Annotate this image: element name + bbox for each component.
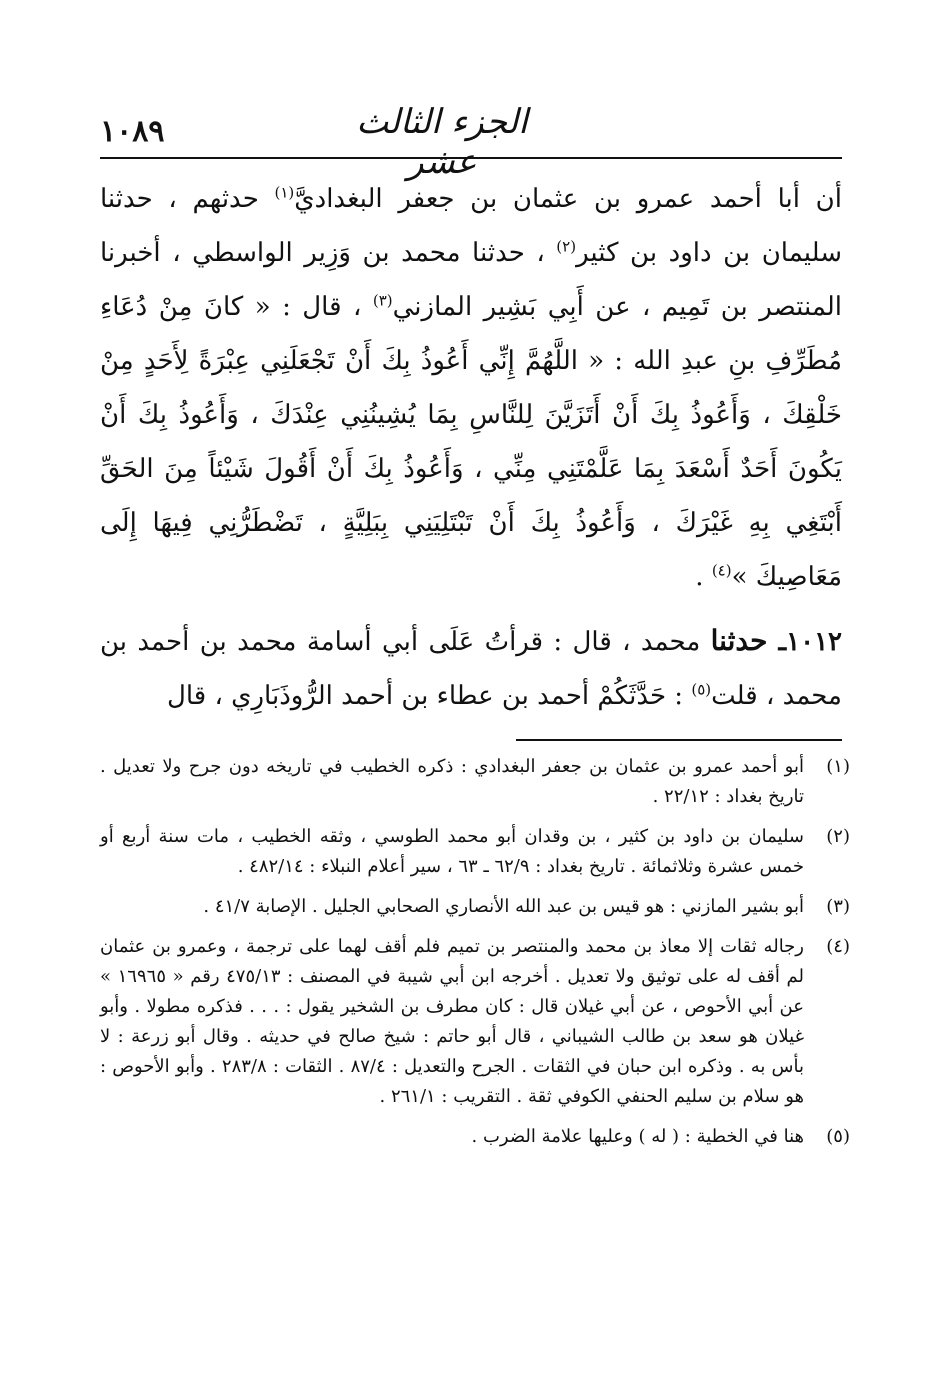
footnote-marker: (١): [826, 756, 850, 777]
footnote-text: رجاله ثقات إلا معاذ بن محمد والمنتصر بن تميم فلم أقف لهما على ترجمة ، وعمرو بن عثمان لم أقف له على توثيق ولا تعديل . أخرجه ابن أبي شيبة في المصنف : ٤٧٥/١٣ رقم « ١٦٩٦٥ » عن أبي الأحوص ، عن أبي غيلان قال : كان مطرف بن الشخير يقول : . . . فذكره مطولا . وأبو غيلان هو سعد بن طالب الشيباني ، قال أبو حاتم : شيخ صالح في حديثه . وقال أبو زرعة : لا بأس به . وذكره ابن حبان في الثقات . الجرح والتعديل : ٨٧/٤ . الثقات : ٢٨٣/٨ . وأبو الأحوص : هو سلام بن سليم الحنفي الكوفي ثقة . التقريب : ٢٦١/١ .: [100, 936, 804, 1107]
paragraph-2: [100, 614, 842, 723]
paragraph-1-part-4: ، قال : « كانَ مِنْ دُعَاءِ مُطَرِّفِ بنِ عبدِ الله : « اللَّهُمَّ إِنِّي أَعُوذُ بِكَ أَنْ تَجْعَلَنِي عِبْرَةً لِأَحَدٍ مِنْ خَلْقِكَ ، وَأَعُوذُ بِكَ أَنْ أَتَزَيَّنَ لِلنَّاسِ بِمَا يُشِينُنِي عِنْدَكَ ، وَأَعُوذُ بِكَ أَنْ يَكُونَ أَحَدٌ أَسْعَدَ بِمَا عَلَّمْتَنِي مِنِّي ، وَأَعُوذُ بِكَ أَنْ أَقُولَ شَيْئاً مِنَ الحَقِّ أَبْتَغِي بِهِ غَيْرَكَ ، وَأَعُوذُ بِكَ أَنْ تَبْتَلِيَنِي بِبَلِيَّةٍ ، تَضْطَرُّنِي فِيهَا إِلَى مَعَاصِيكَ »: [100, 292, 842, 592]
paragraph-1-part-1: أن أبا أحمد عمرو بن عثمان بن جعفر البغداديَّ: [294, 184, 842, 214]
paragraph-1: [100, 172, 842, 604]
footnote-marker: (٥): [826, 1126, 850, 1147]
footnote-ref-2: (٢): [556, 237, 577, 256]
paragraph-1-part-2: حدثهم ، حدثنا سليمان بن داود بن كثير: [100, 184, 842, 268]
footnote-marker: (٤): [826, 936, 850, 957]
footnote-text: أبو أحمد عمرو بن عثمان بن جعفر البغدادي : ذكره الخطيب في تاريخه دون جرح ولا تعديل . تاريخ بغداد : ٢٢/١٢ .: [100, 756, 804, 807]
paragraph-1-part-5: .: [695, 562, 712, 592]
footnote-2: [100, 822, 850, 882]
footnote-ref-3: (٣): [372, 291, 393, 310]
footnote-5: [100, 1122, 850, 1152]
footnote-text: أبو بشير المازني : هو قيس بن عبد الله الأنصاري الصحابي الجليل . الإصابة ٤١/٧ .: [203, 896, 804, 917]
footnote-ref-1: (١): [274, 183, 295, 202]
footnote-marker: (٢): [826, 826, 850, 847]
footnote-text: هنا في الخطية : ( له ) وعليها علامة الضرب .: [471, 1126, 804, 1147]
header-rule: [100, 157, 842, 159]
main-text: [100, 172, 842, 723]
paragraph-1-part-3: ، حدثنا محمد بن وَزِير الواسطي ، أخبرنا المنتصر بن تَمِيم ، عن أَبِي بَشِير المازني: [100, 238, 842, 322]
footnote-rule: [516, 739, 842, 741]
footnote-1: [100, 752, 850, 812]
footnote-4: [100, 932, 850, 1112]
footnote-3: [100, 892, 850, 922]
page-header: [100, 100, 842, 182]
running-title: الجزء الثالث عشر: [356, 102, 528, 182]
footnote-marker: (٣): [826, 896, 850, 917]
paragraph-2-part-2: : حَدَّثَكُمْ أحمد بن عطاء بن أحمد الرُّوذَبَارِي ، قال: [166, 681, 692, 711]
footnotes: [100, 752, 850, 1162]
hadith-number: ١٠١٢ـ: [767, 627, 843, 657]
footnote-ref-5: (٥): [691, 680, 712, 699]
footnote-ref-4: (٤): [711, 561, 732, 580]
hadith-keyword: حدثنا: [710, 624, 768, 657]
page-number: ١٠٨٩: [100, 114, 165, 149]
footnote-text: سليمان بن داود بن كثير ، بن وقدان أبو محمد الطوسي ، وثقه الخطيب ، مات سنة أربع أو خمس عشرة وثلاثمائة . تاريخ بغداد : ٦٢/٩ ـ ٦٣ ، سير أعلام النبلاء : ٤٨٢/١٤ .: [100, 826, 804, 877]
paragraph-2-part-1: محمد ، قال : قرأتُ عَلَى أبي أسامة محمد بن أحمد بن محمد ، قلت: [100, 627, 842, 711]
